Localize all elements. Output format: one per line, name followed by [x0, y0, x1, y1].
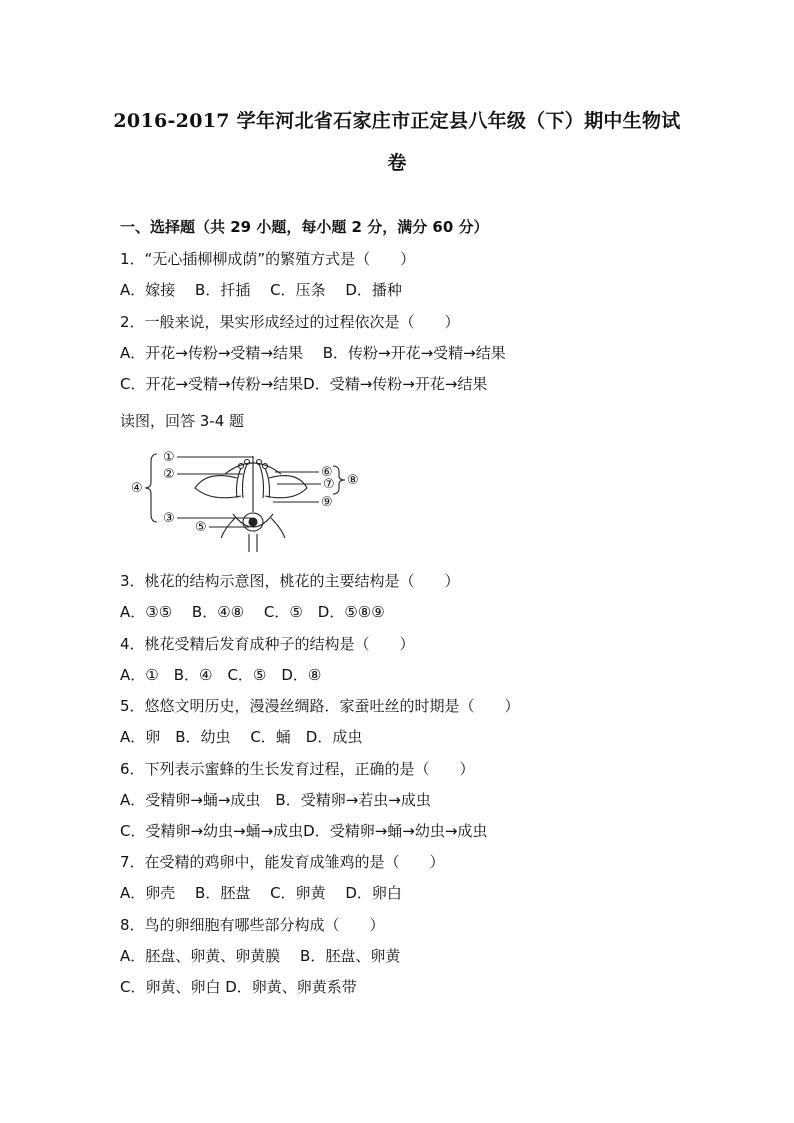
figure-instruction: 读图，回答 3-4 题: [120, 412, 245, 430]
petal-right: [265, 476, 307, 498]
label-1: ①: [163, 450, 175, 465]
question-8-options-ab: A．胚盘、卵黄、卵黄膜 B．胚盘、卵黄: [120, 947, 401, 965]
question-4: 4．桃花受精后发育成种子的结构是（ ）: [120, 635, 415, 653]
label-2: ②: [163, 467, 175, 482]
question-3: 3．桃花的结构示意图，桃花的主要结构是（ ）: [120, 572, 460, 590]
label-7: ⑦: [323, 477, 335, 492]
brace-right: [333, 466, 345, 494]
question-6-options-ab: A．受精卵→蛹→成虫 B．受精卵→若虫→成虫: [120, 791, 431, 809]
section-heading: 一、选择题（共 29 小题，每小题 2 分，满分 60 分）: [120, 218, 489, 236]
question-1: 1．“无心插柳柳成荫”的繁殖方式是（ ）: [120, 250, 416, 268]
question-8-options-cd: C．卵黄、卵白 D．卵黄、卵黄系带: [120, 978, 357, 996]
question-5: 5．悠悠文明历史，漫漫丝绸路．家蚕吐丝的时期是（ ）: [120, 697, 520, 715]
question-3-options: A．③⑤ B．④⑧ C．⑤ D．⑤⑧⑨: [120, 603, 385, 621]
question-5-options: A．卵 B．幼虫 C．蛹 D．成虫: [120, 728, 363, 746]
question-2: 2．一般来说，果实形成经过的过程依次是（ ）: [120, 313, 460, 331]
question-2-options-ab: A．开花→传粉→受精→结果 B．传粉→开花→受精→结果: [120, 344, 506, 362]
label-9: ⑨: [321, 495, 333, 510]
question-7-options: A．卵壳 B．胚盘 C．卵黄 D．卵白: [120, 884, 402, 902]
peach-flower-diagram: [125, 448, 365, 560]
label-5: ⑤: [195, 520, 207, 535]
page-title-line-2: 卷: [387, 152, 407, 174]
question-2-options-cd: C．开花→受精→传粉→结果D．受精→传粉→开花→结果: [120, 375, 488, 393]
label-8: ⑧: [347, 473, 359, 488]
page-title-line-1: 2016-2017 学年河北省石家庄市正定县八年级（下）期中生物试: [113, 110, 681, 132]
question-7: 7．在受精的鸡卵中，能发育成雏鸡的是（ ）: [120, 853, 445, 871]
question-6-options-cd: C．受精卵→幼虫→蛹→成虫D．受精卵→蛹→幼虫→成虫: [120, 822, 488, 840]
question-1-options: A．嫁接 B．扦插 C．压条 D．播种: [120, 281, 402, 299]
question-4-options: A．① B．④ C．⑤ D．⑧: [120, 666, 322, 684]
label-4: ④: [131, 481, 143, 496]
label-6: ⑥: [321, 465, 333, 480]
question-6: 6．下列表示蜜蜂的生长发育过程，正确的是（ ）: [120, 760, 475, 778]
brace-left: [145, 454, 157, 522]
question-8: 8．鸟的卵细胞有哪些部分构成（ ）: [120, 916, 385, 934]
petal-left: [195, 476, 241, 498]
label-3: ③: [163, 511, 175, 526]
